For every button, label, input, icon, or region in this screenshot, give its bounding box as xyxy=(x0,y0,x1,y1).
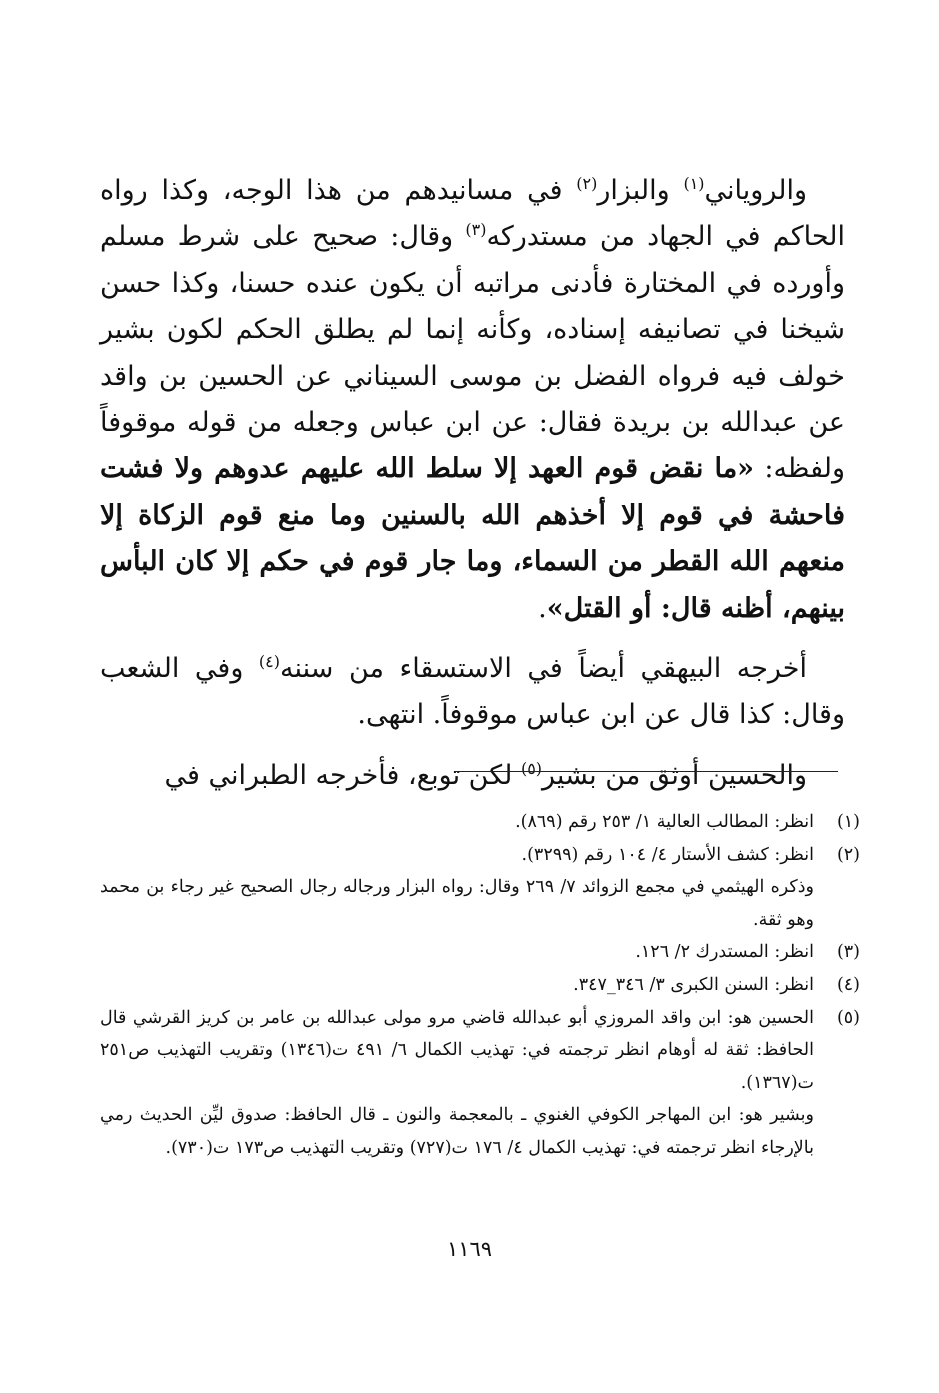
footnote-ref-4: (٤) xyxy=(258,652,280,672)
paragraph-1 xyxy=(100,168,845,632)
footnote-text: انظر: كشف الأستار ٤/ ١٠٤ رقم (٣٢٩٩). xyxy=(521,844,814,865)
footnote-ref-1: (١) xyxy=(683,174,705,193)
page-number: ١١٦٩ xyxy=(446,1237,493,1261)
footnote-text: انظر: المستدرك ٢/ ١٢٦. xyxy=(635,942,814,963)
footnote-ref-5: (٥) xyxy=(520,758,543,778)
text-run: والحسين أوثق من بشير xyxy=(542,759,807,791)
footnote-3 xyxy=(100,936,860,969)
footnote-number: (٥) xyxy=(836,1007,860,1028)
text-run: والبزار xyxy=(597,175,684,206)
footnote-ref-3: (٣) xyxy=(465,220,487,240)
footnote-text: الحسين هو: ابن واقد المروزي أبو عبدالله قاضي مرو مولى عبدالله بن عامر بن كريز القرشي قال الحافظ: ثقة له أوهام انظر ترجمته في: تهذيب الكمال ٦/ ٤٩١ ت(١٣٤٦) وتقريب التهذيب ص٢٥١ ت(١٣٦٧). xyxy=(100,1007,814,1093)
text-run: وفي الشعب وقال: كذا قال عن ابن عباس موقوفاً. انتهى. xyxy=(100,653,845,731)
footnote-4 xyxy=(100,969,860,1002)
footnote-2 xyxy=(100,839,860,872)
footnotes xyxy=(100,806,860,1165)
footnote-ref-2: (٢) xyxy=(576,174,598,193)
text-run: وقال: صحيح على شرط مسلم وأورده في المختارة فأدنى مراتبه أن يكون عنده حسنا، وكذا حسن شيخنا في تصانيفه إسناده، وكأنه إنما لم يطلق الحكم لكون بشير خولف فيه فرواه الفضل بن موسى السيناني عن الحسين بن واقد عن عبدالله بن بريدة فقال: عن ابن عباس وجعله من قوله موقوفاً ولفظه: xyxy=(100,221,845,485)
text-run: والروياني xyxy=(704,175,807,206)
hadith-quote: «ما نقض قوم العهد إلا سلط الله عليهم عدوهم ولا فشت فاحشة في قوم إلا أخذهم الله بالسنين وما منع قوم الزكاة إلا منعهم الله القطر من السماء، وما جار قوم في حكم إلا كان البأس بينهم، أظنه قال: أو القتل» xyxy=(100,453,845,624)
footnote-number: (٤) xyxy=(836,974,860,995)
paragraph-2 xyxy=(100,646,845,739)
footnote-text: انظر: السنن الكبرى ٣/ ٣٤٦_٣٤٧. xyxy=(573,974,814,995)
text-run: . xyxy=(538,592,547,624)
footnote-number: (٢) xyxy=(836,844,860,865)
footnote-1 xyxy=(100,806,860,839)
paragraph-3 xyxy=(100,753,845,799)
footnote-divider xyxy=(455,771,838,772)
footnote-text: انظر: المطالب العالية ١/ ٢٥٣ رقم (٨٦٩). xyxy=(515,812,814,832)
main-text xyxy=(100,168,845,799)
footnote-5-continuation: وبشير هو: ابن المهاجر الكوفي الغنوي ـ بالمعجمة والنون ـ قال الحافظ: صدوق ليِّن الحديث رمي بالإرجاء انظر ترجمته في: تهذيب الكمال ٤/ ١٧٦ ت(٧٢٧) وتقريب التهذيب ص١٧٣ ت(٧٣٠). xyxy=(100,1105,814,1158)
footnote-number: (١) xyxy=(836,812,860,832)
footnote-number: (٣) xyxy=(836,942,860,963)
text-run: أخرجه البيهقي أيضاً في الاستسقاء من سننه xyxy=(280,653,807,685)
text-run: في مسانيدهم من هذا الوجه، وكذا رواه الحاكم في الجهاد من مستدركه xyxy=(100,175,845,253)
footnote-2-continuation: وذكره الهيثمي في مجمع الزوائد ٧/ ٢٦٩ وقال: رواه البزار ورجاله رجال الصحيح غير رجاء بن محمد وهو ثقة. xyxy=(100,877,815,930)
footnote-5 xyxy=(100,1002,860,1100)
text-run: لكن توبع، فأخرجه الطبراني في xyxy=(164,759,521,791)
